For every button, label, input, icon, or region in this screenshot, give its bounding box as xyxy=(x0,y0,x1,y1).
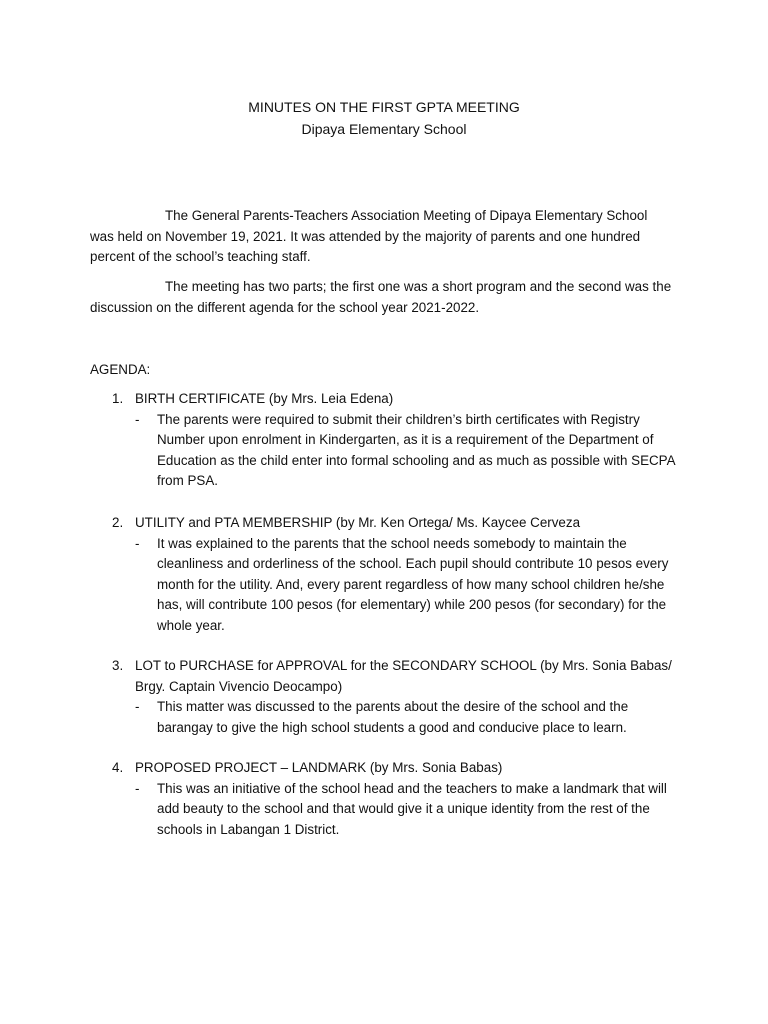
agenda-item-title: BIRTH CERTIFICATE (by Mrs. Leia Edena) xyxy=(135,391,394,406)
meeting-parts-paragraph: The meeting has two parts; the first one was a short program and the second was the discussion on the different agenda for the school year 2021-2022. xyxy=(90,279,672,315)
agenda-item-heading xyxy=(112,513,682,534)
agenda-item-detail xyxy=(135,779,682,841)
agenda-item-text: It was explained to the parents that the school needs somebody to maintain the cleanliness and orderliness of the school. Each pupil should contribute 10 pesos every month for the utility. And, every parent regardless of how many school children he/she has, will contribute 100 pesos (for elementary) while 200 pesos (for secondary) for the whole year. xyxy=(157,535,669,633)
agenda-item xyxy=(112,656,682,738)
agenda-item-title: LOT to PURCHASE for APPROVAL for the SECONDARY SCHOOL (by Mrs. Sonia Babas/ Brgy. Captain Vivencio Deocampo) xyxy=(135,658,672,694)
agenda-item-text: This matter was discussed to the parents about the desire of the school and the barangay to give the high school students a good and conducive place to learn. xyxy=(157,699,629,735)
agenda-item xyxy=(112,513,682,636)
agenda-item-detail xyxy=(135,534,682,637)
agenda-item-text: The parents were required to submit their children’s birth certificates with Registry Number upon enrolment in Kindergarten, as it is a requirement of the Department of Education as the child enter into formal schooling and as much as possible with SECPA from PSA. xyxy=(157,411,675,488)
agenda-item-number: 4. xyxy=(112,760,124,775)
document-title: MINUTES ON THE FIRST GPTA MEETING xyxy=(248,99,520,115)
title-block xyxy=(0,96,768,140)
dash-bullet: - xyxy=(135,535,140,551)
agenda-item-number: 3. xyxy=(112,658,124,673)
document-subtitle: Dipaya Elementary School xyxy=(301,121,467,137)
dash-bullet: - xyxy=(135,780,140,796)
agenda-item-title: PROPOSED PROJECT – LANDMARK (by Mrs. Sonia Babas) xyxy=(135,760,503,775)
agenda-item-text: This was an initiative of the school head and the teachers to make a landmark that will add beauty to the school and that would give it a unique identity from the rest of the schools in Labangan 1 District. xyxy=(157,780,667,837)
agenda-item xyxy=(112,758,682,840)
agenda-item-title: UTILITY and PTA MEMBERSHIP (by Mr. Ken Ortega/ Ms. Kaycee Cerveza xyxy=(135,515,581,530)
agenda-label: AGENDA: xyxy=(90,362,151,377)
dash-bullet: - xyxy=(135,411,140,427)
agenda-item-number: 1. xyxy=(112,391,124,406)
agenda-item xyxy=(112,389,682,492)
agenda-item-detail xyxy=(135,697,682,738)
agenda-item-heading xyxy=(112,389,682,410)
agenda-item-heading xyxy=(112,758,682,779)
intro-paragraph: The General Parents-Teachers Association Meeting of Dipaya Elementary School was held on November 19, 2021. It was attended by the majority of parents and one hundred percent of the school’s teaching staff. xyxy=(90,208,648,264)
agenda-item-detail xyxy=(135,410,682,492)
dash-bullet: - xyxy=(135,699,140,714)
agenda-item-heading xyxy=(112,656,682,697)
agenda-item-number: 2. xyxy=(112,515,124,530)
